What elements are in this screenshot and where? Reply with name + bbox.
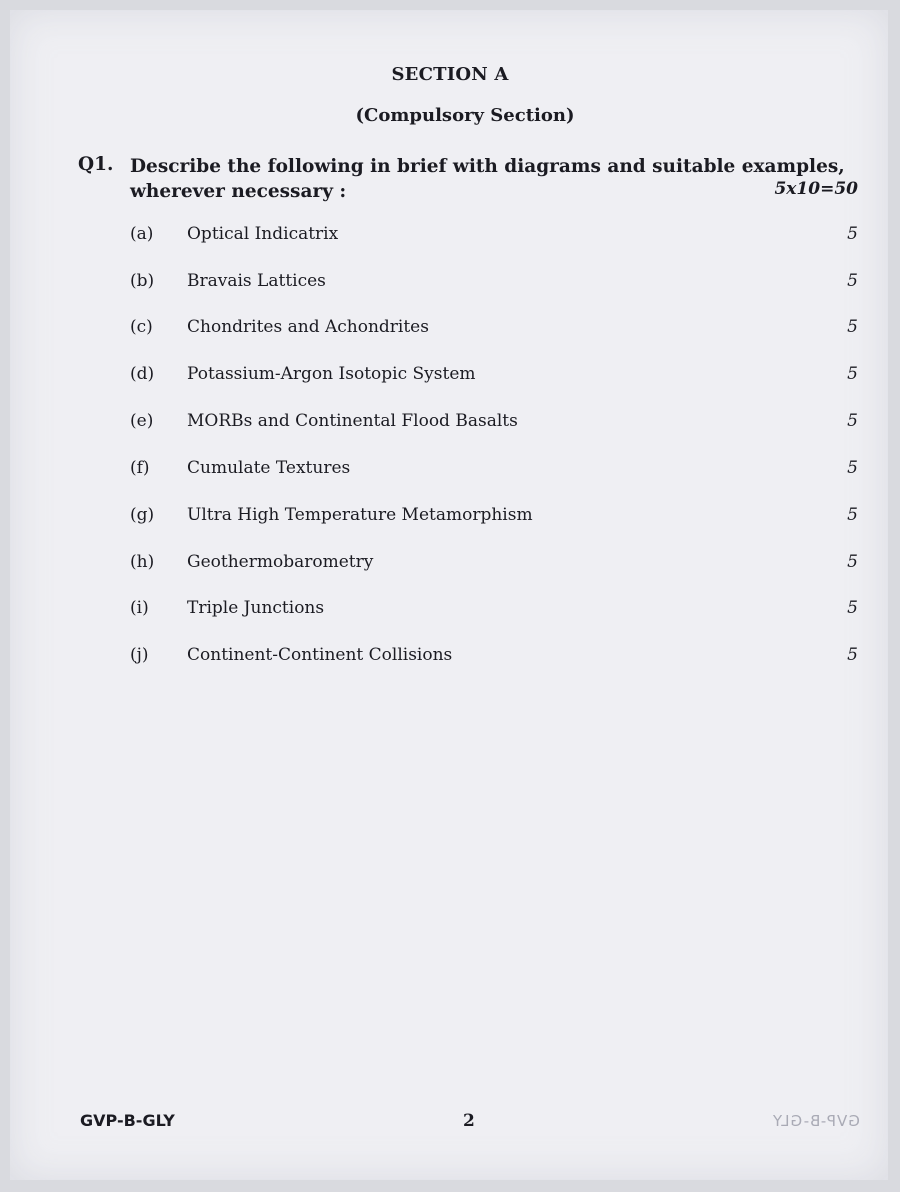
part-marks: 5 <box>847 598 858 618</box>
part-marks: 5 <box>847 458 858 478</box>
part-letter: (b) <box>130 271 155 291</box>
part-letter: (f) <box>130 458 150 478</box>
part-topic: Ultra High Temperature Metamorphism <box>187 505 533 525</box>
part-marks: 5 <box>847 224 858 244</box>
part-topic: Cumulate Textures <box>187 458 351 478</box>
part-letter: (e) <box>130 411 154 431</box>
part-topic: Continent-Continent Collisions <box>187 645 453 665</box>
section-title: SECTION A <box>391 64 509 85</box>
part-topic: Potassium-Argon Isotopic System <box>187 364 476 384</box>
part-topic: Chondrites and Achondrites <box>187 317 429 337</box>
part-marks: 5 <box>847 645 858 665</box>
part-letter: (h) <box>130 552 155 572</box>
part-marks: 5 <box>847 364 858 384</box>
question-part <box>0 505 900 529</box>
part-topic: Triple Junctions <box>187 598 325 618</box>
part-letter: (j) <box>130 645 149 665</box>
question-number: Q1. <box>78 154 114 175</box>
question-part <box>0 645 900 669</box>
part-letter: (d) <box>130 364 155 384</box>
page-number: 2 <box>463 1111 475 1131</box>
question-part <box>0 271 900 295</box>
part-letter: (i) <box>130 598 149 618</box>
part-topic: Geothermobarometry <box>187 552 374 572</box>
question-part <box>0 411 900 435</box>
question-part <box>0 598 900 622</box>
part-letter: (a) <box>130 224 154 244</box>
part-marks: 5 <box>847 505 858 525</box>
part-marks: 5 <box>847 271 858 291</box>
part-marks: 5 <box>847 552 858 572</box>
part-letter: (c) <box>130 317 153 337</box>
question-total-marks: 5x10=50 <box>774 179 858 199</box>
question-part <box>0 364 900 388</box>
question-part <box>0 458 900 482</box>
part-topic: Optical Indicatrix <box>187 224 339 244</box>
part-marks: 5 <box>847 411 858 431</box>
paper-code: GVP-B-GLY <box>80 1111 175 1130</box>
part-letter: (g) <box>130 505 155 525</box>
question-part <box>0 317 900 341</box>
part-topic: Bravais Lattices <box>187 271 326 291</box>
show-through-paper-code: GVP-B-GLY <box>772 1112 860 1130</box>
section-subtitle: (Compulsory Section) <box>355 105 575 126</box>
part-marks: 5 <box>847 317 858 337</box>
question-part <box>0 224 900 248</box>
question-text: Describe the following in brief with diagrams and suitable examples, wherever necessary : <box>130 156 845 202</box>
question-part <box>0 552 900 576</box>
part-topic: MORBs and Continental Flood Basalts <box>187 411 518 431</box>
